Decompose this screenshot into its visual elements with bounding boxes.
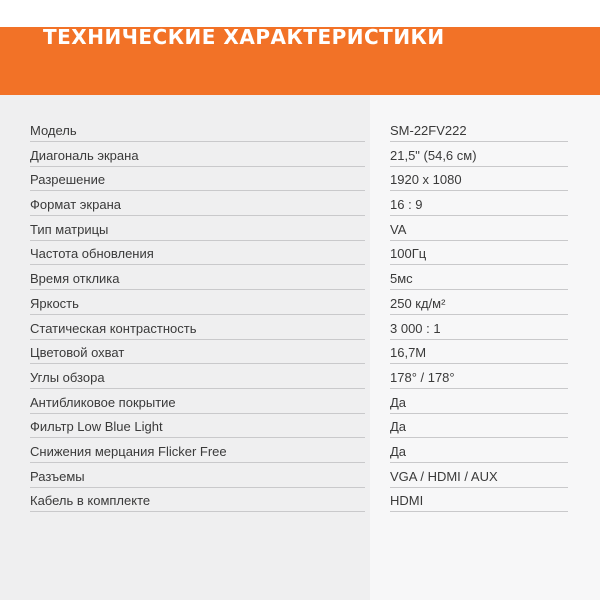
spec-label: Разрешение xyxy=(30,169,365,191)
spec-label: Антибликовое покрытие xyxy=(30,392,365,414)
spec-label: Цветовой охват xyxy=(30,342,365,364)
spec-value: Да xyxy=(390,416,568,438)
spec-row-resolution xyxy=(0,169,600,194)
spec-row-aspect xyxy=(0,194,600,219)
spec-row-model xyxy=(0,120,600,145)
header-banner xyxy=(0,27,600,95)
spec-row-antiglare xyxy=(0,392,600,417)
spec-value: 100Гц xyxy=(390,243,568,265)
spec-row-connectors xyxy=(0,466,600,491)
page-title: ТЕХНИЧЕСКИЕ ХАРАКТЕРИСТИКИ xyxy=(43,25,445,49)
spec-value: 16,7M xyxy=(390,342,568,364)
spec-label: Снижения мерцания Flicker Free xyxy=(30,441,365,463)
spec-table xyxy=(0,120,600,515)
spec-label: Фильтр Low Blue Light xyxy=(30,416,365,438)
spec-label: Время отклика xyxy=(30,268,365,290)
spec-row-matrix xyxy=(0,219,600,244)
spec-row-low-blue-light xyxy=(0,416,600,441)
spec-label: Формат экрана xyxy=(30,194,365,216)
spec-value: 178° / 178° xyxy=(390,367,568,389)
spec-row-brightness xyxy=(0,293,600,318)
spec-value: VGA / HDMI / AUX xyxy=(390,466,568,488)
spec-value: 16 : 9 xyxy=(390,194,568,216)
spec-label: Диагональ экрана xyxy=(30,145,365,167)
spec-label: Яркость xyxy=(30,293,365,315)
spec-label: Частота обновления xyxy=(30,243,365,265)
spec-label: Статическая контрастность xyxy=(30,318,365,340)
spec-row-cable xyxy=(0,490,600,515)
spec-value: VA xyxy=(390,219,568,241)
spec-label: Углы обзора xyxy=(30,367,365,389)
spec-row-color-gamut xyxy=(0,342,600,367)
spec-value: 250 кд/м² xyxy=(390,293,568,315)
spec-value: 5мс xyxy=(390,268,568,290)
spec-value: Да xyxy=(390,392,568,414)
spec-row-diagonal xyxy=(0,145,600,170)
spec-value: 1920 x 1080 xyxy=(390,169,568,191)
spec-row-contrast xyxy=(0,318,600,343)
spec-value: SM-22FV222 xyxy=(390,120,568,142)
spec-label: Разъемы xyxy=(30,466,365,488)
spec-value: 21,5" (54,6 см) xyxy=(390,145,568,167)
spec-row-response xyxy=(0,268,600,293)
spec-value: HDMI xyxy=(390,490,568,512)
spec-value: 3 000 : 1 xyxy=(390,318,568,340)
spec-label: Модель xyxy=(30,120,365,142)
spec-row-viewing-angles xyxy=(0,367,600,392)
spec-label: Тип матрицы xyxy=(30,219,365,241)
spec-label: Кабель в комплекте xyxy=(30,490,365,512)
spec-row-flicker-free xyxy=(0,441,600,466)
spec-row-refresh xyxy=(0,243,600,268)
spec-value: Да xyxy=(390,441,568,463)
